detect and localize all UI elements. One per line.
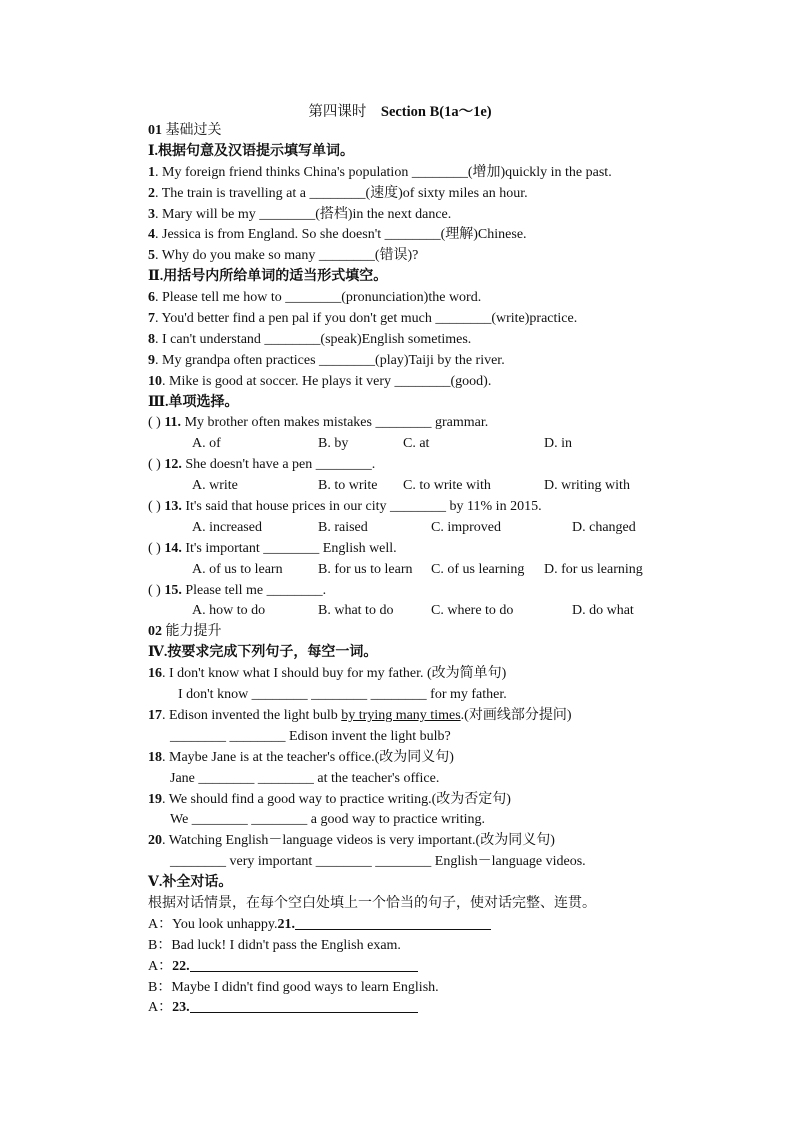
option-b: B. raised bbox=[318, 519, 368, 535]
option-c: C. where to do bbox=[431, 603, 514, 619]
dialog-line-4: B：Maybe I didn't find good ways to learn English. bbox=[148, 979, 439, 995]
question-18: 18. Maybe Jane is at the teacher's office.(改为同义句) bbox=[148, 749, 454, 765]
part-2-heading: Ⅱ.用括号内所给单词的适当形式填空。 bbox=[148, 269, 388, 285]
question-15-options bbox=[148, 601, 688, 622]
option-a: A. of us to learn bbox=[192, 561, 283, 577]
question-12: ( ) 12. She doesn't have a pen ________. bbox=[148, 457, 376, 473]
section-heading-2: 02 能力提升 bbox=[148, 624, 222, 640]
option-a: A. how to do bbox=[192, 603, 266, 619]
part-5-instructions: 根据对话情景，在每个空白处填上一个恰当的句子，使对话完整、连贯。 bbox=[148, 895, 596, 911]
option-a: A. of bbox=[192, 436, 221, 452]
title-section: Section B(1a～1e) bbox=[380, 104, 492, 120]
option-d: D. for us learning bbox=[544, 561, 643, 577]
question-13-options bbox=[148, 518, 688, 539]
option-c: C. improved bbox=[431, 519, 501, 535]
question-8: 8. I can't understand ________(speak)English sometimes. bbox=[148, 331, 472, 347]
underlined-phrase: by trying many times bbox=[341, 707, 461, 723]
dialog-line-2: B：Bad luck! I didn't pass the English exam. bbox=[148, 937, 401, 953]
question-5: 5. Why do you make so many ________(错误)? bbox=[148, 248, 419, 264]
question-11: ( ) 11. My brother often makes mistakes ________ grammar. bbox=[148, 415, 489, 431]
dialog-line-3: A：22. bbox=[148, 957, 688, 978]
part-3-heading: Ⅲ.单项选择。 bbox=[148, 394, 239, 410]
question-19-answer-line: We ________ ________ a good way to practice writing. bbox=[170, 812, 485, 828]
part-4-heading: Ⅳ.按要求完成下列句子，每空一词。 bbox=[148, 645, 378, 661]
option-a: A. increased bbox=[192, 519, 262, 535]
question-4: 4. Jessica is from England. So she doesn't ________(理解)Chinese. bbox=[148, 227, 527, 243]
option-c: C. at bbox=[403, 436, 430, 452]
option-c: C. to write with bbox=[403, 478, 491, 494]
section-heading-1: 01 基础过关 bbox=[148, 123, 222, 138]
option-b: B. to write bbox=[318, 478, 378, 494]
option-b: B. what to do bbox=[318, 603, 394, 619]
question-19: 19. We should find a good way to practice writing.(改为否定句) bbox=[148, 791, 511, 807]
question-18-answer-line: Jane ________ ________ at the teacher's office. bbox=[170, 770, 440, 786]
question-14: ( ) 14. It's important ________ English well. bbox=[148, 540, 397, 556]
option-d: D. do what bbox=[572, 603, 634, 619]
answer-blank[interactable] bbox=[190, 957, 418, 972]
question-1: 1. My foreign friend thinks China's population ________(增加)quickly in the past. bbox=[148, 164, 612, 180]
option-a: A. write bbox=[192, 478, 238, 494]
question-17: 17. Edison invented the light bulb by trying many times.(对画线部分提问) bbox=[148, 707, 572, 723]
option-b: B. for us to learn bbox=[318, 561, 413, 577]
question-16: 16. I don't know what I should buy for my father. (改为简单句) bbox=[148, 666, 507, 682]
question-7: 7. You'd better find a pen pal if you don't get much ________(write)practice. bbox=[148, 311, 578, 327]
answer-blank[interactable] bbox=[190, 998, 418, 1013]
question-9: 9. My grandpa often practices ________(play)Taiji by the river. bbox=[148, 352, 505, 368]
question-17-answer-line: ________ ________ Edison invent the light bulb? bbox=[170, 728, 451, 744]
option-d: D. in bbox=[544, 436, 572, 452]
question-15: ( ) 15. Please tell me ________. bbox=[148, 582, 327, 598]
part-1-heading: Ⅰ.根据句意及汉语提示填写单词。 bbox=[148, 143, 355, 159]
question-20: 20. Watching English－language videos is very important.(改为同义句) bbox=[148, 833, 555, 849]
dialog-line-1: A：You look unhappy.21. bbox=[148, 915, 688, 936]
option-b: B. by bbox=[318, 436, 349, 452]
answer-blank[interactable] bbox=[295, 915, 491, 930]
question-20-answer-line: ________ very important ________ ________ English－language videos. bbox=[170, 854, 586, 870]
title-lesson: 第四课时 bbox=[308, 104, 367, 120]
worksheet-content bbox=[148, 121, 688, 1019]
question-11-options bbox=[148, 434, 688, 455]
dialog-line-5: A：23. bbox=[148, 998, 688, 1019]
option-d: D. writing with bbox=[544, 478, 630, 494]
question-6: 6. Please tell me how to ________(pronunciation)the word. bbox=[148, 290, 482, 306]
question-13: ( ) 13. It's said that house prices in our city ________ by 11% in 2015. bbox=[148, 499, 542, 515]
question-14-options bbox=[148, 560, 688, 581]
option-c: C. of us learning bbox=[431, 561, 525, 577]
question-3: 3. Mary will be my ________(搭档)in the next dance. bbox=[148, 206, 452, 222]
question-12-options bbox=[148, 476, 688, 497]
page-title bbox=[0, 100, 800, 121]
option-d: D. changed bbox=[572, 519, 636, 535]
question-16-answer-line: I don't know ________ ________ ________ for my father. bbox=[178, 687, 507, 703]
question-10: 10. Mike is good at soccer. He plays it very ________(good). bbox=[148, 373, 492, 389]
part-5-heading: Ⅴ.补全对话。 bbox=[148, 875, 233, 891]
question-2: 2. The train is travelling at a ________(速度)of sixty miles an hour. bbox=[148, 185, 528, 201]
